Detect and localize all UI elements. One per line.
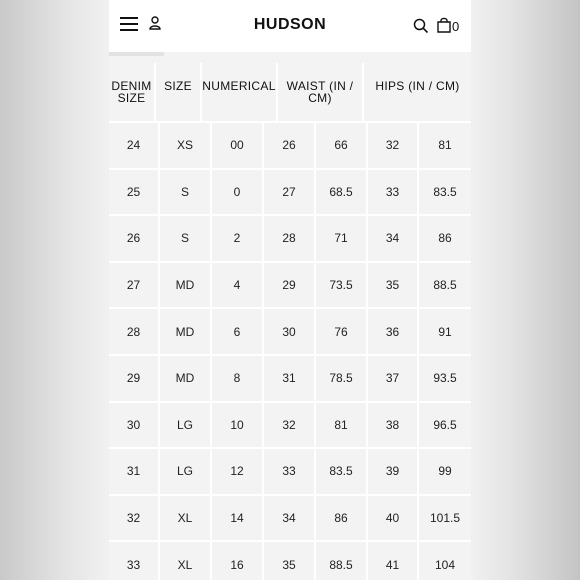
table-cell: 33 <box>109 542 160 580</box>
table-cell: 24 <box>109 123 160 170</box>
table-cell: XS <box>160 123 212 170</box>
table-cell: 4 <box>212 263 264 310</box>
table-cell: XL <box>160 496 212 543</box>
table-cell: 83.5 <box>419 170 471 217</box>
table-cell: 36 <box>368 309 419 356</box>
table-cell: 33 <box>368 170 419 217</box>
table-cell: 40 <box>368 496 419 543</box>
table-cell: 35 <box>368 263 419 310</box>
table-row <box>109 496 471 543</box>
table-cell: 26 <box>109 216 160 263</box>
table-row <box>109 356 471 403</box>
table-cell: 104 <box>419 542 471 580</box>
table-cell: 32 <box>264 403 316 450</box>
table-cell: 66 <box>316 123 368 170</box>
table-cell: 00 <box>212 123 264 170</box>
table-cell: 73.5 <box>316 263 368 310</box>
table-cell: 83.5 <box>316 449 368 496</box>
table-cell: 86 <box>419 216 471 263</box>
table-cell: 14 <box>212 496 264 543</box>
column-header: SIZE <box>156 63 202 123</box>
column-header: NUMERICAL <box>202 63 278 123</box>
table-cell: 81 <box>316 403 368 450</box>
table-cell: 33 <box>264 449 316 496</box>
table-cell: 25 <box>109 170 160 217</box>
table-row <box>109 403 471 450</box>
table-cell: 93.5 <box>419 356 471 403</box>
table-cell: 68.5 <box>316 170 368 217</box>
table-cell: 71 <box>316 216 368 263</box>
table-row <box>109 216 471 263</box>
table-cell: 91 <box>419 309 471 356</box>
horizontal-scrollbar[interactable] <box>109 52 164 56</box>
table-cell: 29 <box>109 356 160 403</box>
table-cell: 34 <box>368 216 419 263</box>
table-cell: 26 <box>264 123 316 170</box>
table-cell: 39 <box>368 449 419 496</box>
table-cell: 31 <box>264 356 316 403</box>
table-cell: 2 <box>212 216 264 263</box>
table-cell: 37 <box>368 356 419 403</box>
bag-count[interactable]: 0 <box>452 19 460 34</box>
table-cell: 96.5 <box>419 403 471 450</box>
table-row <box>109 542 471 580</box>
table-cell: 31 <box>109 449 160 496</box>
table-row <box>109 170 471 217</box>
table-cell: 16 <box>212 542 264 580</box>
phone-screen <box>109 0 471 580</box>
table-cell: 101.5 <box>419 496 471 543</box>
table-cell: 27 <box>109 263 160 310</box>
table-row <box>109 123 471 170</box>
brand-logo[interactable]: HUDSON <box>253 16 327 33</box>
size-chart-table <box>109 63 471 580</box>
table-cell: 41 <box>368 542 419 580</box>
column-header: HIPS (IN / CM) <box>364 63 471 123</box>
table-cell: 88.5 <box>316 542 368 580</box>
table-cell: 28 <box>109 309 160 356</box>
table-cell: 35 <box>264 542 316 580</box>
table-row <box>109 449 471 496</box>
table-cell: S <box>160 216 212 263</box>
table-cell: 38 <box>368 403 419 450</box>
column-header: WAIST (IN / CM) <box>278 63 364 123</box>
table-cell: 34 <box>264 496 316 543</box>
table-cell: 78.5 <box>316 356 368 403</box>
table-cell: 8 <box>212 356 264 403</box>
table-cell: 12 <box>212 449 264 496</box>
table-cell: XL <box>160 542 212 580</box>
table-cell: 29 <box>264 263 316 310</box>
shopping-bag-icon[interactable] <box>437 17 451 33</box>
table-row <box>109 309 471 356</box>
table-cell: LG <box>160 449 212 496</box>
table-cell: 99 <box>419 449 471 496</box>
table-cell: LG <box>160 403 212 450</box>
table-cell: 86 <box>316 496 368 543</box>
table-cell: 88.5 <box>419 263 471 310</box>
search-icon[interactable] <box>413 18 429 34</box>
table-cell: 10 <box>212 403 264 450</box>
table-cell: 32 <box>109 496 160 543</box>
table-cell: 30 <box>109 403 160 450</box>
site-header <box>109 0 471 52</box>
table-body <box>109 123 471 580</box>
table-cell: MD <box>160 309 212 356</box>
table-cell: 30 <box>264 309 316 356</box>
table-row <box>109 263 471 310</box>
column-header: DENIM SIZE <box>109 63 156 123</box>
table-header-row <box>109 63 471 123</box>
table-cell: 0 <box>212 170 264 217</box>
table-cell: MD <box>160 263 212 310</box>
table-cell: 76 <box>316 309 368 356</box>
table-cell: 81 <box>419 123 471 170</box>
table-cell: S <box>160 170 212 217</box>
table-cell: 6 <box>212 309 264 356</box>
table-cell: MD <box>160 356 212 403</box>
table-cell: 27 <box>264 170 316 217</box>
table-cell: 32 <box>368 123 419 170</box>
table-cell: 28 <box>264 216 316 263</box>
